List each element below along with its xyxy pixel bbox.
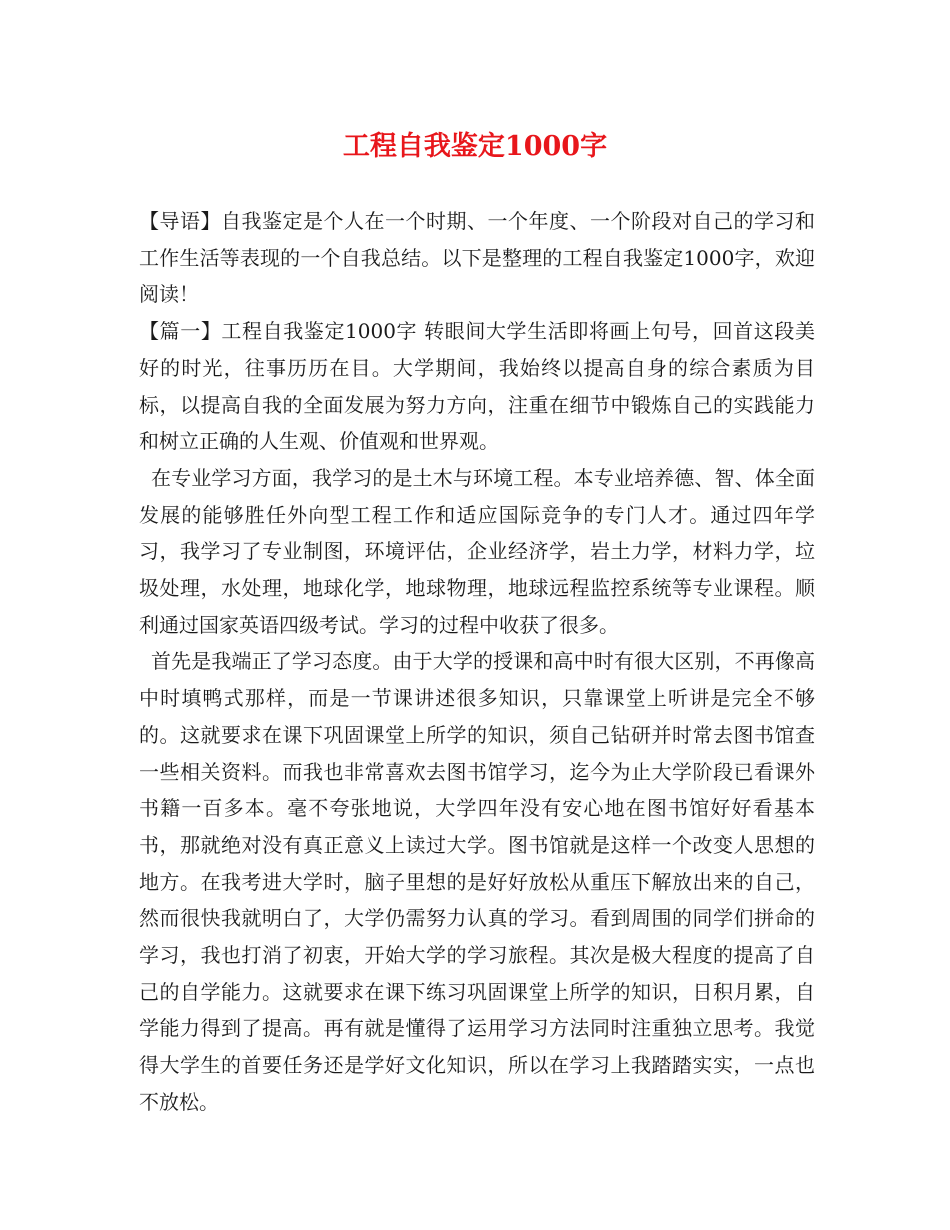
- document-body: [139, 203, 815, 1121]
- attitude-paragraph: 首先是我端正了学习态度。由于大学的授课和高中时有很大区别，不再像高中时填鸭式那样，而是一节课讲述很多知识，只靠课堂上听讲是完全不够的。这就要求在课下巩固课堂上所学的知识，须自己钻研并时常去图书馆查一些相关资料。而我也非常喜欢去图书馆学习，迄今为止大学阶段已看课外书籍一百多本。毫不夸张地说，大学四年没有安心地在图书馆好好看基本书，那就绝对没有真正意义上读过大学。图书馆就是这样一个改变人思想的地方。在我考进大学时，脑子里想的是好好放松从重压下解放出来的自己，然而很快我就明白了，大学仍需努力认真的学习。看到周围的同学们拼命的学习，我也打消了初衷，开始大学的学习旅程。其次是极大程度的提高了自己的自学能力。这就要求在课下练习巩固课堂上所学的知识，日积月累，自学能力得到了提高。再有就是懂得了运用学习方法同时注重独立思考。我觉得大学生的首要任务还是学好文化知识，所以在学习上我踏踏实实，一点也不放松。: [139, 649, 815, 1114]
- study-paragraph: 在专业学习方面，我学习的是土木与环境工程。本专业培养德、智、体全面发展的能够胜任外向型工程工作和适应国际竞争的专门人才。通过四年学习，我学习了专业制图，环境评估，企业经济学，岩土力学，材料力学，垃圾处理，水处理，地球化学，地球物理，地球远程监控系统等专业课程。顺利通过国家英语四级考试。学习的过程中收获了很多。: [139, 465, 815, 637]
- section-one-paragraph: 【篇一】工程自我鉴定1000字 转眼间大学生活即将画上句号，回首这段美好的时光，往事历历在目。大学期间，我始终以提高自身的综合素质为目标，以提高自我的全面发展为努力方向，注重在细节中锻炼自己的实践能力和树立正确的人生观、价值观和世界观。: [139, 319, 815, 454]
- document-title: 工程自我鉴定1000字: [342, 131, 608, 162]
- intro-paragraph: 【导语】自我鉴定是个人在一个时期、一个年度、一个阶段对自己的学习和工作生活等表现的一个自我总结。以下是整理的工程自我鉴定1000字，欢迎阅读！: [139, 209, 815, 307]
